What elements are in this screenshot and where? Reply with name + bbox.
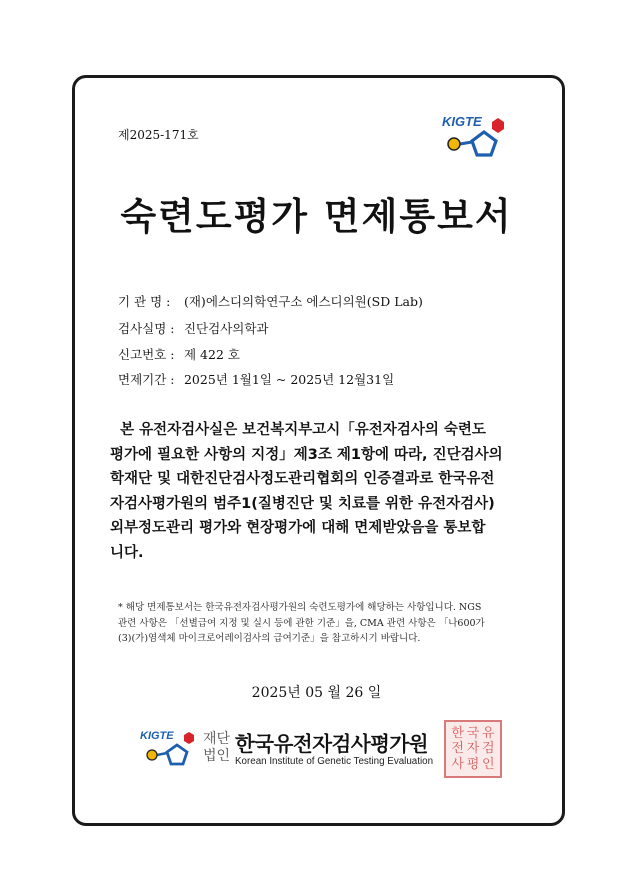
body-paragraph xyxy=(110,418,528,565)
seal-char: 전 xyxy=(451,741,464,757)
body-line: 자검사평가원의 범주1(질병진단 및 치료를 위한 유전자검사) xyxy=(110,495,495,512)
footnote xyxy=(118,600,538,647)
kigte-logo-text: KIGTE xyxy=(140,730,174,742)
body-line: 평가에 필요한 사항의 지정」제3조 제1항에 따라, 진단검사의 xyxy=(110,446,503,463)
body-line: 외부정도관리 평가와 현장평가에 대해 면제받았음을 통보합 xyxy=(110,520,486,536)
hexagon-icon xyxy=(492,118,504,133)
seal-char: 한 xyxy=(451,726,464,741)
pentagon-icon xyxy=(472,132,496,155)
footnote-line: 관련 사항은 「선별급여 지정 및 실시 등에 관한 기준」을, CMA 관련 사항은 「나600가 xyxy=(118,617,485,629)
seal-char: 국 xyxy=(466,726,480,741)
info-row-institution xyxy=(118,292,423,310)
seal-char: 인 xyxy=(482,756,495,772)
body-line: 니다. xyxy=(110,544,144,561)
page-title: 숙련도평가 면제통보서 xyxy=(120,195,513,238)
info-label: 신고번호 : xyxy=(118,347,175,362)
kigte-logo-top xyxy=(440,112,512,162)
organization-type-line: 법인 xyxy=(203,748,231,764)
info-label: 검사실명 : xyxy=(118,321,175,336)
info-value: 2025년 1월1일 ~ 2025년 12월31일 xyxy=(183,372,395,387)
seal-char: 유 xyxy=(482,726,495,741)
issue-date: 2025년 05 월 26 일 xyxy=(251,685,382,701)
info-row-registration-number xyxy=(118,345,240,363)
kigte-logo-text: KIGTE xyxy=(442,114,482,129)
circle-icon xyxy=(448,138,460,150)
info-label: 면제기간 : xyxy=(118,372,175,387)
seal-char: 평 xyxy=(466,756,480,772)
info-value: 제 422 호 xyxy=(183,347,240,362)
official-seal-stamp xyxy=(444,720,502,778)
organization-name-korean: 한국유전자검사평가원 xyxy=(235,732,429,756)
body-line: 본 유전자검사실은 보건복지부고시「유전자검사의 숙련도 xyxy=(110,422,486,438)
organization-name-english: Korean Institute of Genetic Testing Evaluation xyxy=(235,756,434,767)
document-number: 제2025-171호 xyxy=(118,128,199,142)
footnote-line: (3)(가)염색체 마이크로어레이검사의 급여기준」을 참고하시기 바랍니다. xyxy=(118,633,421,644)
info-value: 진단검사의학과 xyxy=(183,321,269,336)
info-label: 기 관 명 : xyxy=(118,294,171,309)
kigte-logo-bottom xyxy=(140,728,200,770)
seal-char: 검 xyxy=(482,741,495,757)
hexagon-icon xyxy=(184,732,194,744)
seal-char: 사 xyxy=(451,756,464,772)
organization-type xyxy=(203,731,230,765)
info-row-lab-name xyxy=(118,319,269,337)
pentagon-icon xyxy=(167,745,187,764)
info-value: (재)에스디의학연구소 에스디의원(SD Lab) xyxy=(183,294,423,309)
footnote-line: * 해당 면제통보서는 한국유전자검사평가원의 숙련도평가에 해당하는 사항입니다. NGS xyxy=(118,602,482,613)
seal-char: 자 xyxy=(466,741,480,757)
circle-icon xyxy=(147,750,157,760)
info-row-exemption-period xyxy=(118,370,394,388)
organization-type-line: 재단 xyxy=(203,731,231,747)
body-line: 학재단 및 대한진단검사정도관리협회의 인증결과로 한국유전 xyxy=(110,471,495,487)
